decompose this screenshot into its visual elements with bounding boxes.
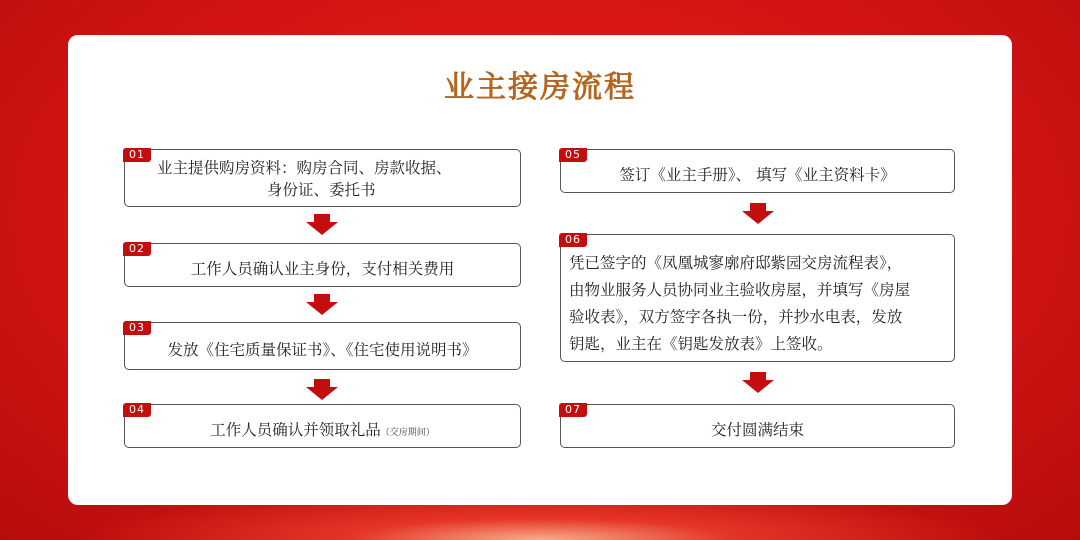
step-04 (124, 404, 521, 448)
step-06 (560, 234, 955, 362)
down-arrow-icon (305, 379, 339, 401)
step-text-line: 凭已签字的《凤凰城寥廓府邸紫园交房流程表》， (569, 254, 903, 272)
step-text-line: 由物业服务人员协同业主验收房屋，并填写《房屋 (569, 281, 911, 299)
step-02 (124, 243, 521, 287)
step-note: （交房期间） (380, 428, 435, 438)
step-text: 发放《住宅质量保证书》、《住宅使用说明书》 (167, 341, 478, 359)
step-07 (560, 404, 955, 448)
step-text: 工作人员确认业主身份，支付相关费用 (190, 260, 455, 278)
step-number-badge: 07 (559, 403, 587, 417)
step-text: 签订《业主手册》、 填写《业主资料卡》 (619, 166, 896, 184)
step-number-badge: 02 (123, 242, 151, 256)
step-number-badge: 05 (559, 148, 587, 162)
step-01 (124, 149, 521, 207)
step-text: 交付圆满结束 (710, 421, 804, 439)
step-text-line: 业主提供购房资料：购房合同、房款收据、 (157, 159, 452, 177)
down-arrow-icon (305, 294, 339, 316)
step-text-line: 验收表》，双方签字各执一份，并抄水电表，发放 (569, 308, 903, 326)
step-number-badge: 04 (123, 403, 151, 417)
step-03 (124, 322, 521, 370)
step-05 (560, 149, 955, 193)
step-text-line: 身份证、委托书 (267, 181, 376, 199)
step-text: 工作人员确认并领取礼品 (210, 421, 381, 439)
page-title: 业主接房流程 (444, 70, 636, 105)
down-arrow-icon (741, 372, 775, 394)
step-number-badge: 06 (559, 233, 587, 247)
step-number-badge: 03 (123, 321, 151, 335)
step-number-badge: 01 (123, 148, 151, 162)
step-text-row (125, 419, 520, 444)
down-arrow-icon (305, 214, 339, 236)
step-text-line: 钥匙，业主在《钥匙发放表》上签收。 (569, 335, 833, 353)
down-arrow-icon (741, 203, 775, 225)
